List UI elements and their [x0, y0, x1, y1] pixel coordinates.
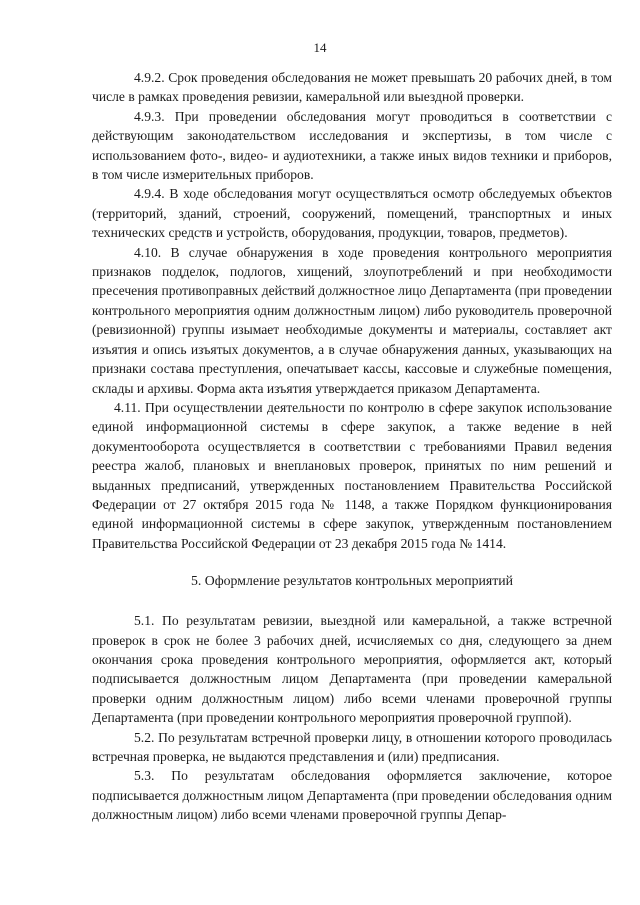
paragraph-4-9-2: 4.9.2. Срок проведения обследования не может превышать 20 рабочих дней, в том числе в рамках проведения ревизии, камеральной или выездной проверки. — [92, 70, 612, 105]
page-content — [92, 68, 612, 825]
section-heading: 5. Оформление результатов контрольных мероприятий — [190, 573, 514, 589]
paragraph-4-11: 4.11. При осуществлении деятельности по контролю в сфере закупок использование единой информационной системы в сфере закупок, а также ведение в ней документооборота осуществляется в соответствии с требованиями Правил ведения реестра жалоб, плановых и внеплановых проверок, принятых по ним решений и выданных предписаний, утвержденных постановлением Правительства Российской Федерации от 27 октября 2015 года № 1148, а также Порядком функционирования единой информационной системы в сфере закупок, утвержденным постановлением Правительства Российской Федерации от 23 декабря 2015 года № 1414. — [92, 399, 612, 551]
paragraph-4-9-4: 4.9.4. В ходе обследования могут осуществляться осмотр обследуемых объектов (территорий, зданий, строений, сооружений, помещений, транспортных и иных технических средств и устройств, оборудования, продукции, товаров, предметов). — [92, 186, 612, 241]
page-number: 14 — [313, 40, 327, 55]
paragraph-4-10: 4.10. В случае обнаружения в ходе проведения контрольного мероприятия признаков подделок, подлогов, хищений, злоупотреблений и при необходимости пресечения противоправных действий должностное лицо Департамента (при проведении контрольного мероприятия одним должностным лицом) либо руководитель проверочной (ревизионной) группы изымает необходимые документы и материалы, составляет акт изъятия и опись изъятых документов, а в случае обнаружения данных, указывающих на признаки состава преступления, опечатывает кассы, кассовые и служебные помещения, склады и архивы. Форма акта изъятия утверждается приказом Департамента. — [92, 244, 612, 396]
paragraph-5-1: 5.1. По результатам ревизии, выездной или камеральной, а также встречной проверок в срок не более 3 рабочих дней, исчисляемых со дня, следующего за днем окончания срока проведения контрольного мероприятия, оформляется акт, который подписывается должностным лицом Департамента (при проведении камеральной проверки одним должностным лицом) либо всеми членами проверочной группы Департамента (при проведении контрольного мероприятия проверочной группой). — [92, 613, 612, 726]
paragraph-5-3: 5.3. По результатам обследования оформляется заключение, которое подписывается должностным лицом Департамента (при проведении обследования одним должностным лицом) либо всеми членами проверочной группы Депар- — [92, 768, 612, 823]
paragraph-5-2: 5.2. По результатам встречной проверки лицу, в отношении которого проводилась встречная проверка, не выдаются представления и (или) предписания. — [92, 729, 612, 764]
paragraph-4-9-3: 4.9.3. При проведении обследования могут проводиться в соответствии с действующим законодательством исследования и экспертизы, в том числе с использованием фото-, видео- и аудиотехники, а также иных видов техники и приборов, в том числе измерительных приборов. — [92, 108, 612, 183]
